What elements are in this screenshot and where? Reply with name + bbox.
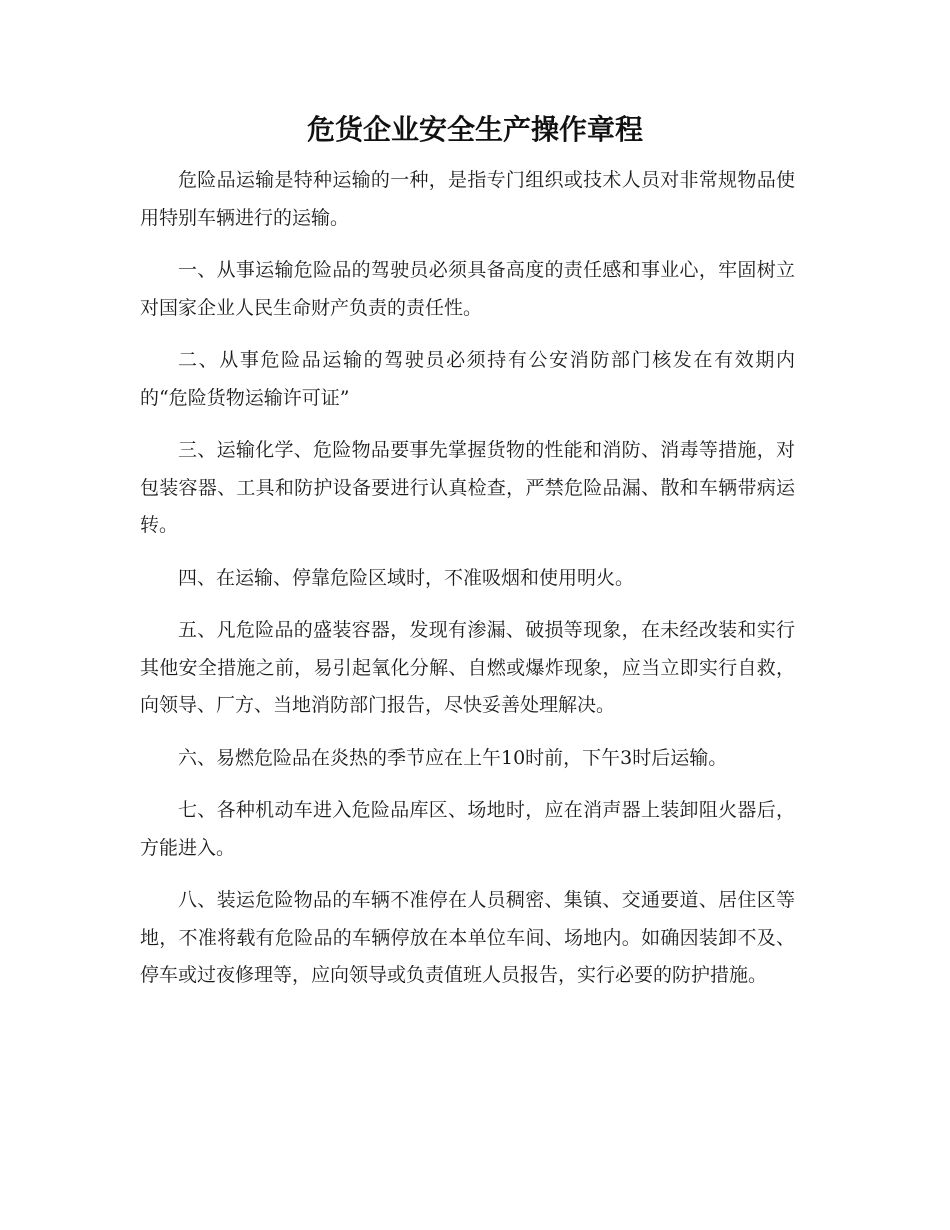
paragraph-rule-1: 一、从事运输危险品的驾驶员必须具备高度的责任感和事业心，牢固树立对国家企业人民生命财产负责的责任性。 [140,259,795,319]
paragraph-rule-4: 四、在运输、停靠危险区域时，不准吸烟和使用明火。 [178,566,635,589]
paragraph-rule-2: 二、从事危险品运输的驾驶员必须持有公安消防部门核发在有效期内的“危险货物运输许可证” [140,349,795,409]
document-body [140,162,795,1010]
paragraph-rule-7: 七、各种机动车进入危险品库区、场地时，应在消声器上装卸阻火器后，方能进入。 [140,799,795,859]
paragraph-intro: 危险品运输是特种运输的一种，是指专门组织或技术人员对非常规物品使用特别车辆进行的运输。 [140,169,795,229]
document-title: 危货企业安全生产操作章程 [306,113,643,146]
paragraph-rule-6: 六、易燃危险品在炎热的季节应在上午10时前，下午3时后运输。 [178,746,728,769]
paragraph-rule-5: 五、凡危险品的盛装容器，发现有渗漏、破损等现象，在未经改装和实行其他安全措施之前，易引起氧化分解、自燃或爆炸现象，应当立即实行自救，向领导、厂方、当地消防部门报告，尽快妥善处理解决。 [140,619,795,716]
paragraph-rule-3: 三、运输化学、危险物品要事先掌握货物的性能和消防、消毒等措施，对包装容器、工具和防护设备要进行认真检查，严禁危险品漏、散和车辆带病运转。 [140,439,795,536]
paragraph-rule-8: 八、装运危险物品的车辆不准停在人员稠密、集镇、交通要道、居住区等地，不准将载有危险品的车辆停放在本单位车间、场地内。如确因装卸不及、停车或过夜修理等，应向领导或负责值班人员报告，实行必要的防护措施。 [140,889,795,986]
